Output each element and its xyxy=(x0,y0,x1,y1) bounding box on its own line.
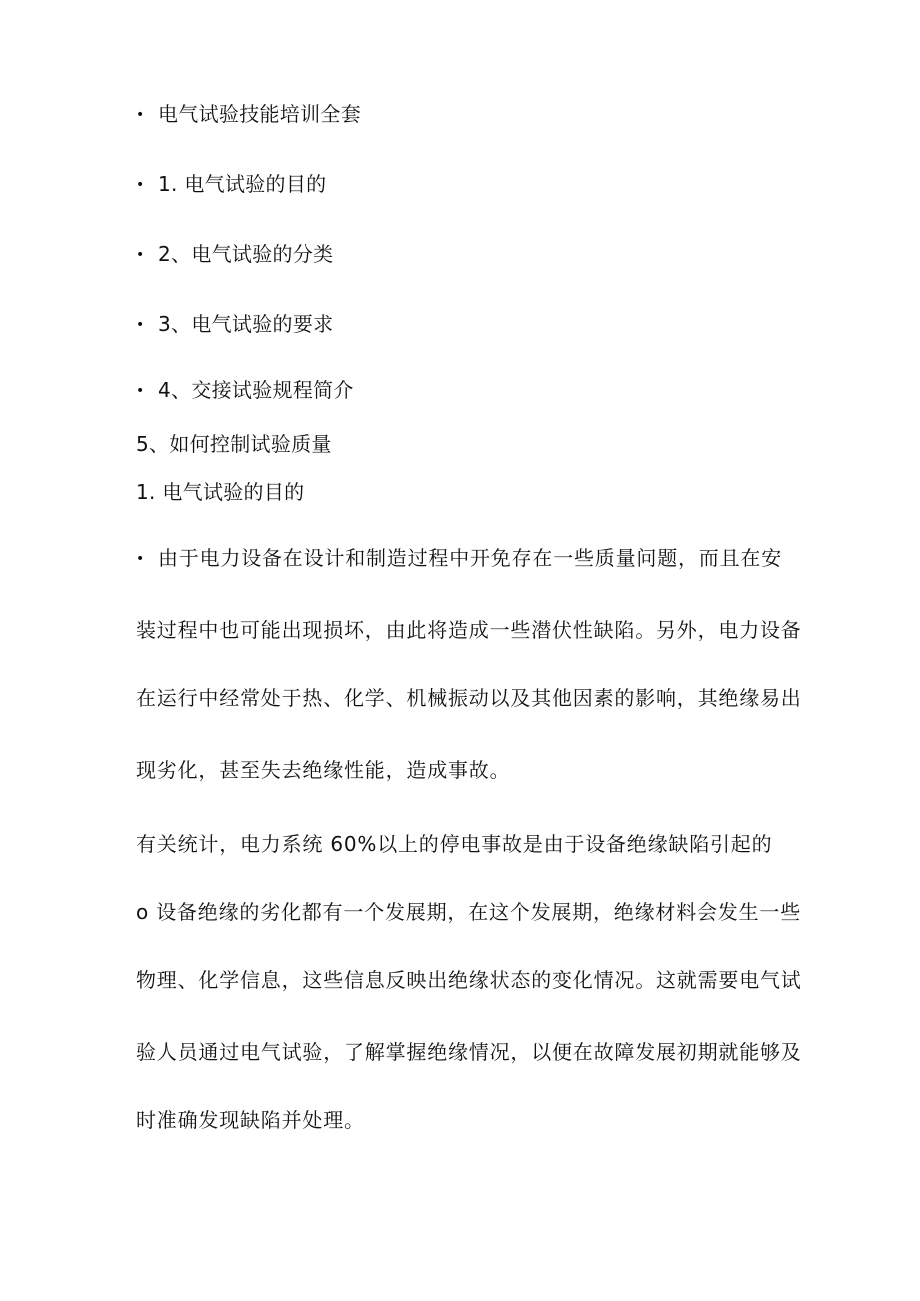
outline-item-text: 3、电气试验的要求 xyxy=(158,312,334,336)
outline-item-5 xyxy=(136,378,354,403)
outline-item-text: 1. 电气试验的目的 xyxy=(158,172,327,196)
paragraph1-line-2: 装过程中也可能出现损坏，由此将造成一些潜伏性缺陷。另外，电力设备 xyxy=(136,618,802,642)
paragraph2-line-5: 时准确发现缺陷并处理。 xyxy=(136,1108,365,1132)
outline-item-text: 4、交接试验规程简介 xyxy=(158,378,354,402)
paragraph1-line-1 xyxy=(136,546,786,571)
paragraph2-line-3: 物理、化学信息，这些信息反映出绝缘状态的变化情况。这就需要电气试 xyxy=(136,968,802,992)
paragraph1-line-4: 现劣化，甚至失去绝缘性能，造成事故。 xyxy=(136,758,511,782)
section-heading: 1. 电气试验的目的 xyxy=(136,480,305,504)
outline-item-1 xyxy=(136,102,361,127)
outline-item-text: 2、电气试验的分类 xyxy=(158,242,334,266)
bullet-icon: • xyxy=(136,317,145,333)
outline-item-4 xyxy=(136,312,333,337)
outline-item-2 xyxy=(136,172,326,197)
bullet-icon: • xyxy=(136,177,145,193)
outline-item-3 xyxy=(136,242,333,267)
bullet-icon: • xyxy=(136,383,145,399)
paragraph1-line-3: 在运行中经常处于热、化学、机械振动以及其他因素的影响，其绝缘易出 xyxy=(136,686,802,710)
paragraph2-line-2: o 设备绝缘的劣化都有一个发展期，在这个发展期，绝缘材料会发生一些 xyxy=(136,900,801,924)
bullet-icon: • xyxy=(136,247,145,263)
paragraph-text: 由于电力设备在设计和制造过程中开免存在一些质量问题，而且在安 xyxy=(158,546,782,570)
paragraph2-line-4: 验人员通过电气试验，了解掌握绝缘情况，以便在故障发展初期就能够及 xyxy=(136,1040,802,1064)
outline-item-6: 5、如何控制试验质量 xyxy=(136,432,332,456)
outline-item-text: 电气试验技能培训全套 xyxy=(158,102,361,126)
bullet-icon: • xyxy=(136,551,146,567)
paragraph2-line-1: 有关统计，电力系统 60%以上的停电事故是由于设备绝缘缺陷引起的 xyxy=(136,832,773,856)
bullet-icon: • xyxy=(136,107,145,123)
